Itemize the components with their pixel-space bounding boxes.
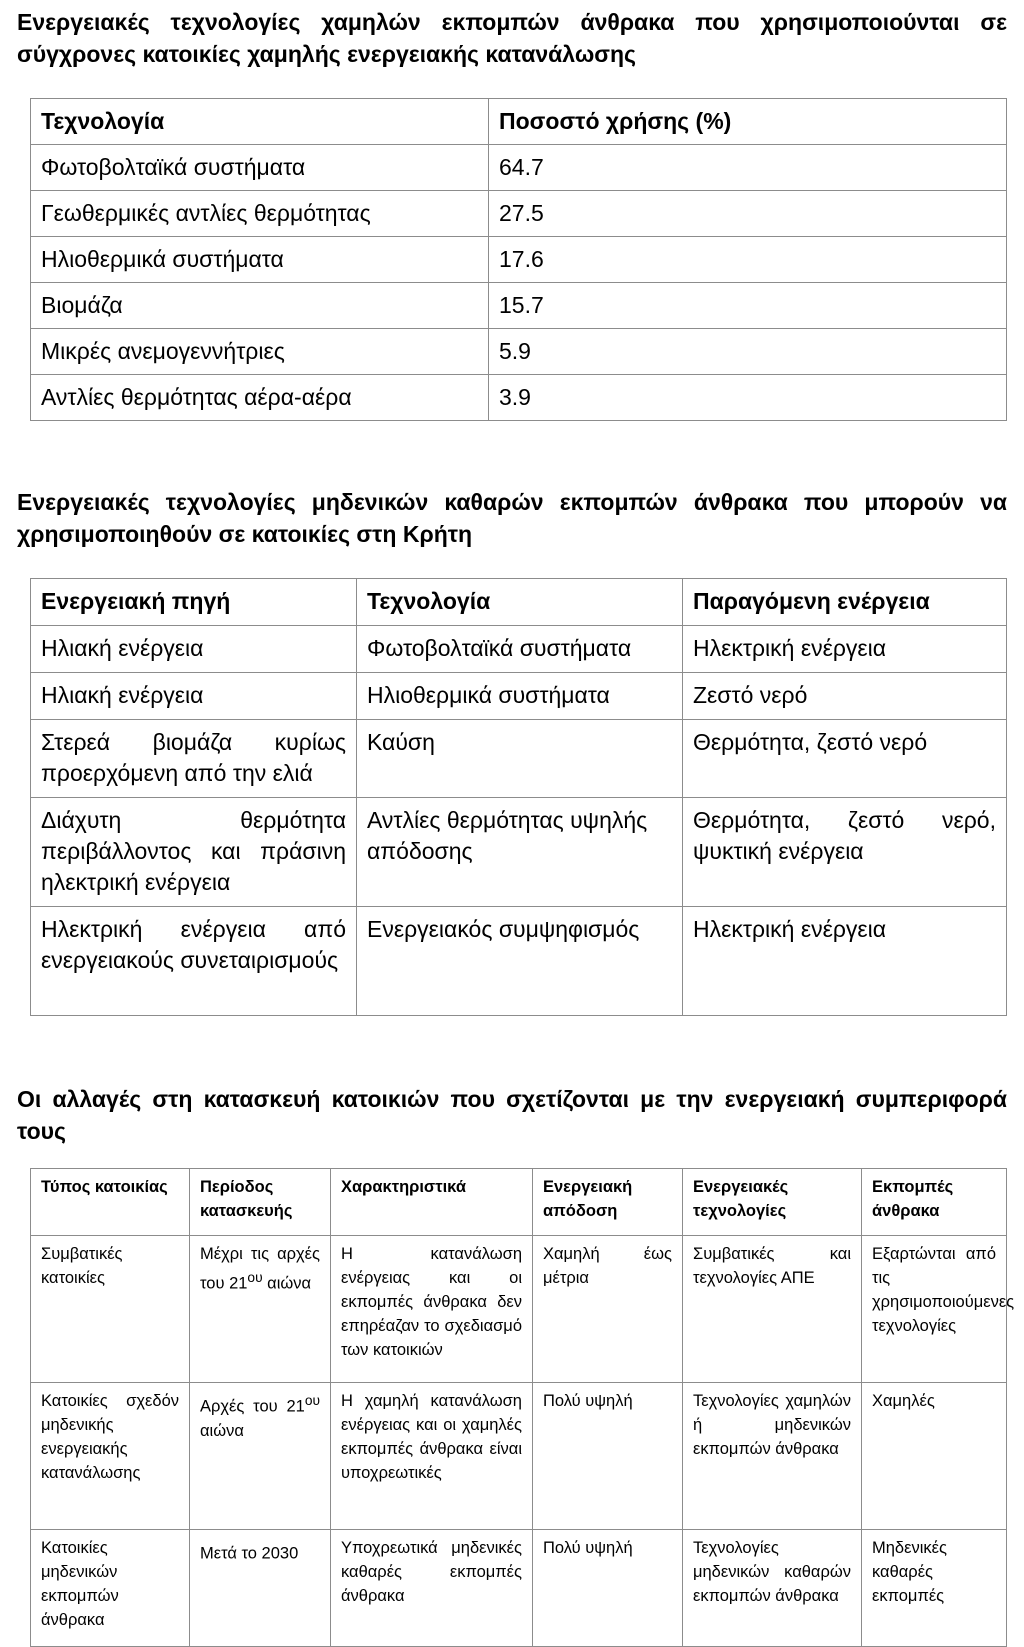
column-header-construction-period: Περίοδος κατασκευής [190,1169,331,1236]
carbon-emissions-cell: Χαμηλές [862,1383,1007,1530]
housing-evolution-table [30,1168,1015,1647]
usage-percent-cell: 17.6 [489,237,1007,283]
usage-percent-cell: 15.7 [489,283,1007,329]
technology-cell: Καύση [357,720,683,798]
energy-source-cell: Ηλιακή ενέργεια [31,673,357,720]
energy-source-cell: Ηλεκτρική ενέργεια από ενεργειακούς συνεταιρισμούς [31,907,357,1016]
carbon-emissions-cell: Εξαρτώνται από τις χρησιμοποιούμενες τεχνολογίες [862,1236,1007,1383]
section3-heading: Οι αλλαγές στη κατασκευή κατοικιών που σχετίζονται με την ενεργειακή συμπεριφορά τους [17,1086,1007,1144]
produced-energy-cell: Ηλεκτρική ενέργεια [683,626,1007,673]
characteristics-cell: Η κατανάλωση ενέργειας και οι εκπομπές άνθρακα δεν επηρέαζαν το σχεδιασμό των κατοικιών [331,1236,533,1383]
table-row [31,191,1007,237]
table-row [31,1383,1007,1530]
column-header-carbon-emissions: Εκπομπές άνθρακα [862,1169,1007,1236]
table-row [31,145,1007,191]
column-header-energy-efficiency: Ενεργειακή απόδοση [533,1169,683,1236]
table-row [31,329,1007,375]
column-header-usage-percent: Ποσοστό χρήσης (%) [489,99,1007,145]
technology-cell: Μικρές ανεμογεννήτριες [31,329,489,375]
section2-heading: Ενεργειακές τεχνολογίες μηδενικών καθαρών εκπομπών άνθρακα που μπορούν να χρησιμοποιηθούν σε κατοικίες στη Κρήτη [17,489,1007,547]
usage-percent-cell: 27.5 [489,191,1007,237]
usage-percent-cell: 5.9 [489,329,1007,375]
table-row [31,1236,1007,1383]
technology-cell: Φωτοβολταϊκά συστήματα [31,145,489,191]
column-header-technology: Τεχνολογία [31,99,489,145]
section1-heading: Ενεργειακές τεχνολογίες χαμηλών εκπομπών άνθρακα που χρησιμοποιούνται σε σύγχρονες κατοικίες χαμηλής ενεργειακής κατανάλωσης [17,9,1007,67]
table-row [31,1530,1007,1647]
energy-efficiency-cell: Πολύ υψηλή [533,1530,683,1647]
technology-cell: Φωτοβολταϊκά συστήματα [357,626,683,673]
technology-cell: Ηλιοθερμικά συστήματα [31,237,489,283]
usage-percent-cell: 64.7 [489,145,1007,191]
column-header-energy-source: Ενεργειακή πηγή [31,579,357,626]
energy-efficiency-cell: Χαμηλή έως μέτρια [533,1236,683,1383]
column-header-produced-energy: Παραγόμενη ενέργεια [683,579,1007,626]
zero-carbon-technologies-table [30,578,1007,1016]
column-header-technology: Τεχνολογία [357,579,683,626]
energy-efficiency-cell: Πολύ υψηλή [533,1383,683,1530]
column-header-characteristics: Χαρακτηριστικά [331,1169,533,1236]
technology-cell: Ηλιοθερμικά συστήματα [357,673,683,720]
produced-energy-cell: Ζεστό νερό [683,673,1007,720]
housing-type-cell: Κατοικίες σχεδόν μηδενικής ενεργειακής κατανάλωσης [31,1383,190,1530]
table-row [31,237,1007,283]
housing-type-cell: Συμβατικές κατοικίες [31,1236,190,1383]
construction-period-cell: Μετά το 2030 [190,1530,331,1647]
energy-technologies-cell: Συμβατικές και τεχνολογίες ΑΠΕ [683,1236,862,1383]
characteristics-cell: Υποχρεωτικά μηδενικές καθαρές εκπομπές άνθρακα [331,1530,533,1647]
technology-cell: Αντλίες θερμότητας αέρα-αέρα [31,375,489,421]
table-header-row [31,579,1007,626]
table-row [31,673,1007,720]
produced-energy-cell: Θερμότητα, ζεστό νερό, ψυκτική ενέργεια [683,798,1007,907]
energy-source-cell: Διάχυτη θερμότητα περιβάλλοντος και πράσινη ηλεκτρική ενέργεια [31,798,357,907]
table-row [31,283,1007,329]
energy-technologies-cell: Τεχνολογίες μηδενικών καθαρών εκπομπών άνθρακα [683,1530,862,1647]
column-header-housing-type: Τύπος κατοικίας [31,1169,190,1236]
usage-percent-cell: 3.9 [489,375,1007,421]
produced-energy-cell: Θερμότητα, ζεστό νερό [683,720,1007,798]
energy-technologies-cell: Τεχνολογίες χαμηλών ή μηδενικών εκπομπών άνθρακα [683,1383,862,1530]
technology-cell: Γεωθερμικές αντλίες θερμότητας [31,191,489,237]
low-carbon-technologies-table [30,98,1007,421]
table-row [31,626,1007,673]
construction-period-cell: Μέχρι τις αρχές του $21^{o\upsilon}$ αιώνα [190,1236,331,1383]
table-row [31,907,1007,1016]
column-header-energy-technologies: Ενεργειακές τεχνολογίες [683,1169,862,1236]
energy-source-cell: Στερεά βιομάζα κυρίως προερχόμενη από την ελιά [31,720,357,798]
technology-cell: Αντλίες θερμότητας υψηλής απόδοσης [357,798,683,907]
table-header-row [31,1169,1007,1236]
characteristics-cell: Η χαμηλή κατανάλωση ενέργειας και οι χαμηλές εκπομπές άνθρακα είναι υποχρεωτικές [331,1383,533,1530]
produced-energy-cell: Ηλεκτρική ενέργεια [683,907,1007,1016]
table-row [31,720,1007,798]
housing-type-cell: Κατοικίες μηδενικών εκπομπών άνθρακα [31,1530,190,1647]
table-row [31,798,1007,907]
carbon-emissions-cell: Μηδενικές καθαρές εκπομπές [862,1530,1007,1647]
technology-cell: Ενεργειακός συμψηφισμός [357,907,683,1016]
table-row [31,375,1007,421]
technology-cell: Βιομάζα [31,283,489,329]
energy-source-cell: Ηλιακή ενέργεια [31,626,357,673]
construction-period-cell: Αρχές του $21^{o\upsilon}$ αιώνα [190,1383,331,1530]
table-header-row [31,99,1007,145]
